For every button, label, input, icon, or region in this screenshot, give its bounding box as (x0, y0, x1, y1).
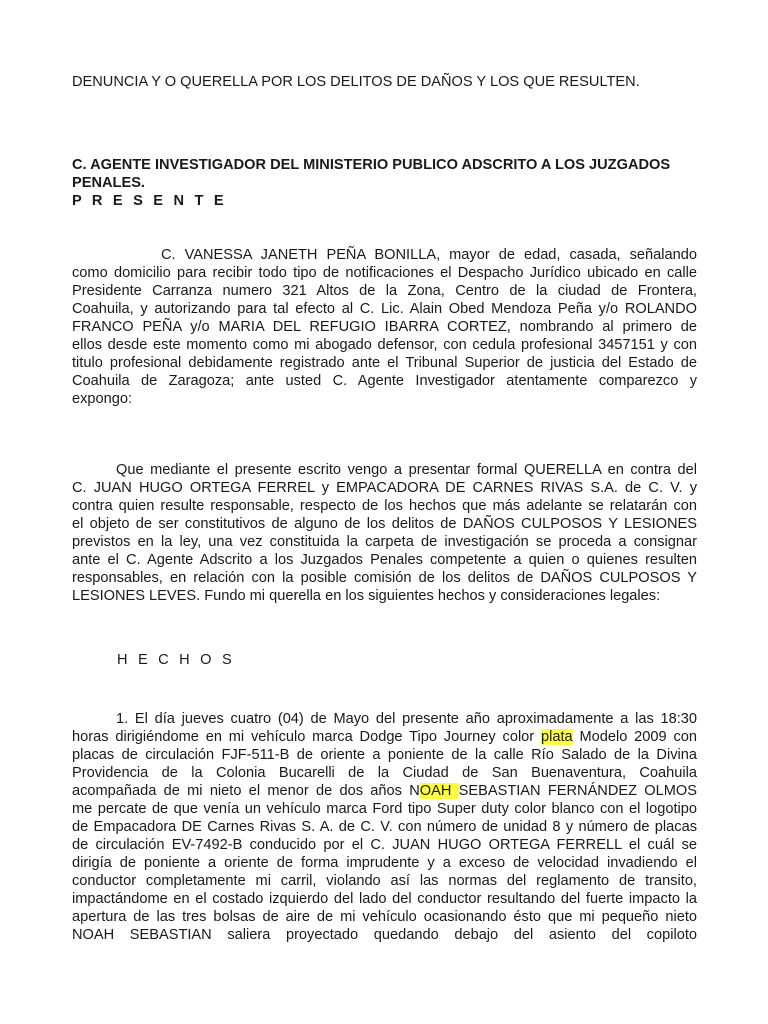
highlighted-text: OAH (419, 783, 459, 799)
hechos-text: horas dirigiéndome en mi vehículo marca Dodge Tipo Journey color (72, 729, 541, 745)
intro-line: Coahuila de Zaragoza; ante usted C. Agente Investigador atentamente comparezco y (72, 373, 697, 389)
document-title: DENUNCIA Y O QUERELLA POR LOS DELITOS DE DAÑOS Y LOS QUE RESULTEN. (72, 74, 640, 90)
intro-line: expongo: (72, 391, 133, 407)
hechos-text: SEBASTIAN FERNÁNDEZ OLMOS (458, 783, 698, 799)
querella-line: contra quien resulte responsable, respecto de los hechos que más adelante se relatarán con (72, 498, 697, 514)
addressee-line-2: PENALES. (72, 175, 145, 191)
querella-line: Que mediante el presente escrito vengo a presentar formal QUERELLA en contra del (116, 462, 697, 478)
hechos-line: apertura de las tres bolsas de aire de mi vehículo ocasionando ésto que mi pequeño nieto (72, 909, 697, 925)
intro-line: Coahuila, y autorizando para tal efecto al C. Lic. Alain Obed Mendoza Peña y/o ROLANDO (72, 301, 697, 317)
hechos-line (72, 782, 697, 800)
hechos-text: Modelo 2009 con (572, 729, 697, 745)
presente-heading: P R E S E N T E (72, 193, 227, 209)
hechos-line: NOAH SEBASTIAN saliera proyectado quedando debajo del asiento del copiloto (72, 927, 697, 943)
querella-line: LESIONES LEVES. Fundo mi querella en los siguientes hechos y consideraciones legales: (72, 588, 661, 604)
addressee-line-1: C. AGENTE INVESTIGADOR DEL MINISTERIO PUBLICO ADSCRITO A LOS JUZGADOS (72, 157, 671, 173)
hechos-line: dirigía de poniente a oriente de forma imprudente y a exceso de velocidad invadiendo el (72, 855, 697, 871)
intro-line: FRANCO PEÑA y/o MARIA DEL REFUGIO IBARRA CORTEZ, nombrando al primero de (72, 319, 697, 335)
hechos-line: placas de circulación FJF-511-B de oriente a poniente de la calle Río Salado de la Divina (72, 747, 697, 763)
hechos-line: conductor completamente mi carril, violando así las normas del reglamento de transito, (72, 873, 697, 889)
intro-line: C. VANESSA JANETH PEÑA BONILLA, mayor de edad, casada, señalando (161, 247, 697, 263)
querella-line: el objeto de ser constitutivos de alguno de los delitos de DAÑOS CULPOSOS Y LESIONES (72, 516, 697, 532)
hechos-line (72, 728, 697, 746)
querella-line: ante el C. Agente Adscrito a los Juzgados Penales competente a quien o quienes resulten (72, 552, 697, 568)
querella-line: previstos en la ley, una vez constituida la carpeta de investigación se proceda a consignar (72, 534, 697, 550)
hechos-line: 1. El día jueves cuatro (04) de Mayo del presente año aproximadamente a las 18:30 (116, 711, 697, 727)
querella-line: C. JUAN HUGO ORTEGA FERREL y EMPACADORA DE CARNES RIVAS S.A. de C. V. y (72, 480, 697, 496)
intro-line: titulo profesional debidamente registrado ante el Tribunal Superior de justicia del Estado de (72, 355, 697, 371)
hechos-line: me percate de que venía un vehículo marca Ford tipo Super duty color blanco con el logotipo (72, 801, 697, 817)
intro-line: Presidente Carranza numero 321 Altos de la Zona, Centro de la ciudad de Frontera, (72, 283, 697, 299)
hechos-line: impactándome en el costado izquierdo del lado del conductor resultando del fuerte impacto la (72, 891, 697, 907)
hechos-line: de Empacadora DE Carnes Rivas S. A. de C. V. con número de unidad 8 y número de placas (72, 819, 697, 835)
highlighted-text: plata (541, 729, 573, 745)
hechos-line: Providencia de la Colonia Bucarelli de la Ciudad de San Buenaventura, Coahuila (72, 765, 697, 781)
intro-line: como domicilio para recibir todo tipo de notificaciones el Despacho Jurídico ubicado en calle (72, 265, 697, 281)
querella-line: responsables, en relación con la posible comisión de los delitos de DAÑOS CULPOSOS Y (72, 570, 697, 586)
hechos-text: acompañada de mi nieto el menor de dos años N (72, 783, 420, 799)
hechos-line: de circulación EV-7492-B conducido por el C. JUAN HUGO ORTEGA FERRELL el cuál se (72, 837, 697, 853)
hechos-heading: H E C H O S (117, 652, 235, 668)
intro-line: ellos desde este momento como mi abogado defensor, con cedula profesional 3457151 y con (72, 337, 697, 353)
